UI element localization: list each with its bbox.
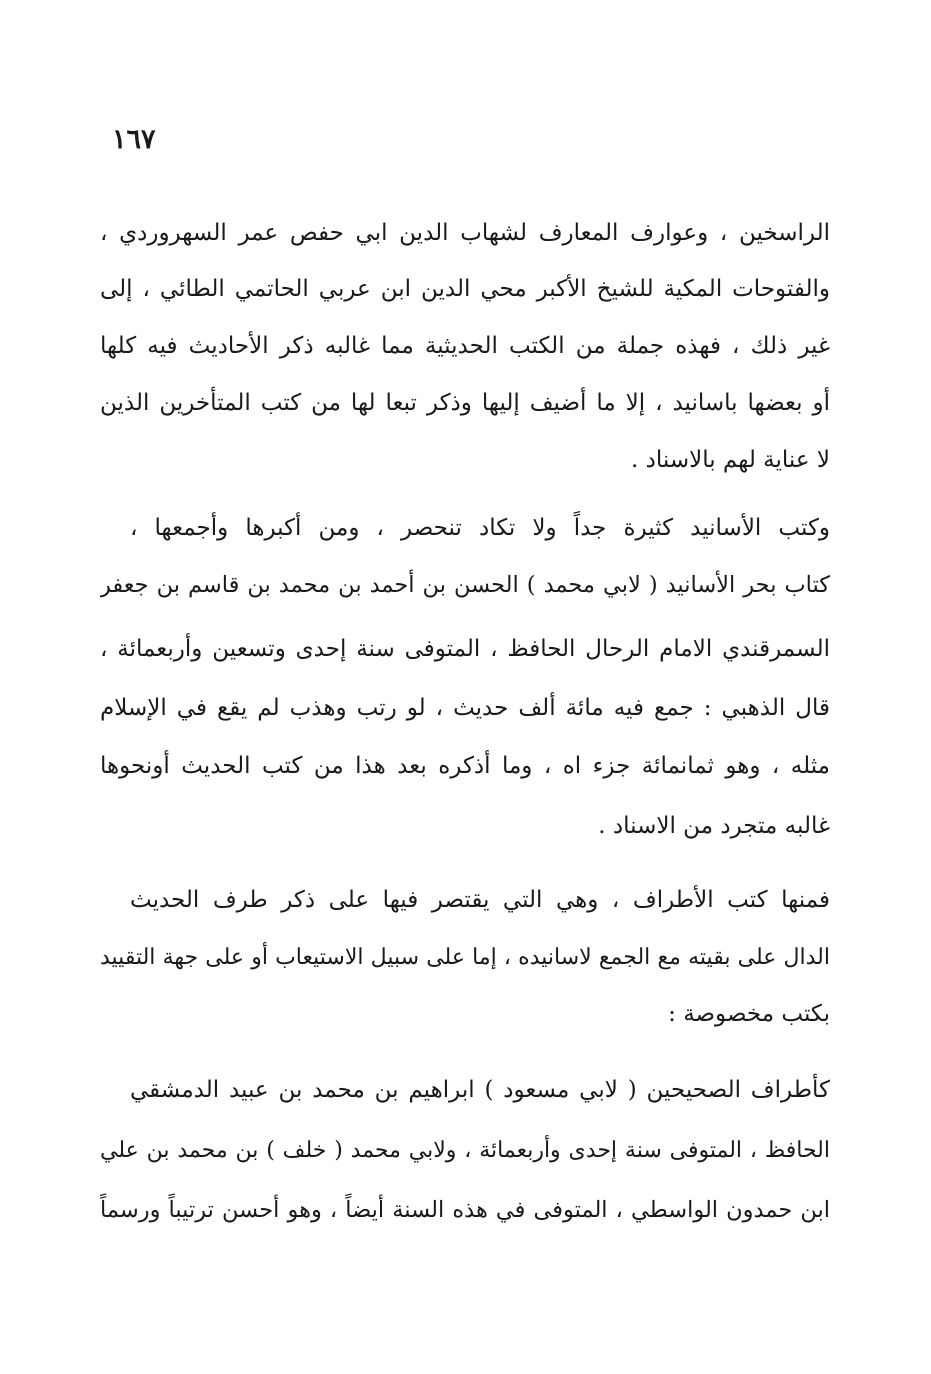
text-line: لا عناية لهم بالاسناد . <box>631 447 830 473</box>
text-line: أو بعضها باسانيد ، إلا ما أضيف إليها وذكر تبعا لها من كتب المتأخرين الذين <box>100 390 830 416</box>
text-line: ابن حمدون الواسطي ، المتوفى في هذه السنة أيضاً ، وهو أحسن ترتيباً ورسماً <box>100 1197 830 1223</box>
page-number: ١٦٧ <box>112 124 156 155</box>
text-line: كأطراف الصحيحين ( لابي مسعود ) ابراهيم بن محمد بن عبيد الدمشقي <box>130 1077 830 1103</box>
text-line: فمنها كتب الأطراف ، وهي التي يقتصر فيها على ذكر طرف الحديث <box>130 887 830 913</box>
text-line: قال الذهبي : جمع فيه مائة ألف حديث ، لو رتب وهذب لم يقع في الإسلام <box>100 695 830 721</box>
text-line: الراسخين ، وعوارف المعارف لشهاب الدين ابي حفص عمر السهروردي ، <box>100 220 830 246</box>
text-line: وكتب الأسانيد كثيرة جداً ولا تكاد تنحصر ، ومن أكبرها وأجمعها ، <box>130 515 830 541</box>
text-line: كتاب بحر الأسانيد ( لابي محمد ) الحسن بن أحمد بن محمد بن قاسم بن جعفر <box>100 572 830 598</box>
text-line: بكتب مخصوصة : <box>668 1001 830 1027</box>
text-line: والفتوحات المكية للشيخ الأكبر محي الدين ابن عربي الحاتمي الطائي ، إلى <box>100 276 830 302</box>
text-line: غير ذلك ، فهذه جملة من الكتب الحديثية مما غالبه ذكر الأحاديث فيه كلها <box>100 333 830 359</box>
text-line: السمرقندي الامام الرحال الحافظ ، المتوفى سنة إحدى وتسعين وأربعمائة ، <box>100 636 830 662</box>
text-line: غالبه متجرد من الاسناد . <box>598 813 830 839</box>
text-line: الحافظ ، المتوفى سنة إحدى وأربعمائة ، ولابي محمد ( خلف ) بن محمد بن علي <box>100 1138 830 1163</box>
text-line: الدال على بقيته مع الجمع لاسانيده ، إما على سبيل الاستيعاب أو على جهة التقييد <box>100 945 830 970</box>
text-line: مثله ، وهو ثمانمائة جزء اه ، وما أذكره بعد هذا من كتب الحديث أونحوها <box>100 753 830 779</box>
